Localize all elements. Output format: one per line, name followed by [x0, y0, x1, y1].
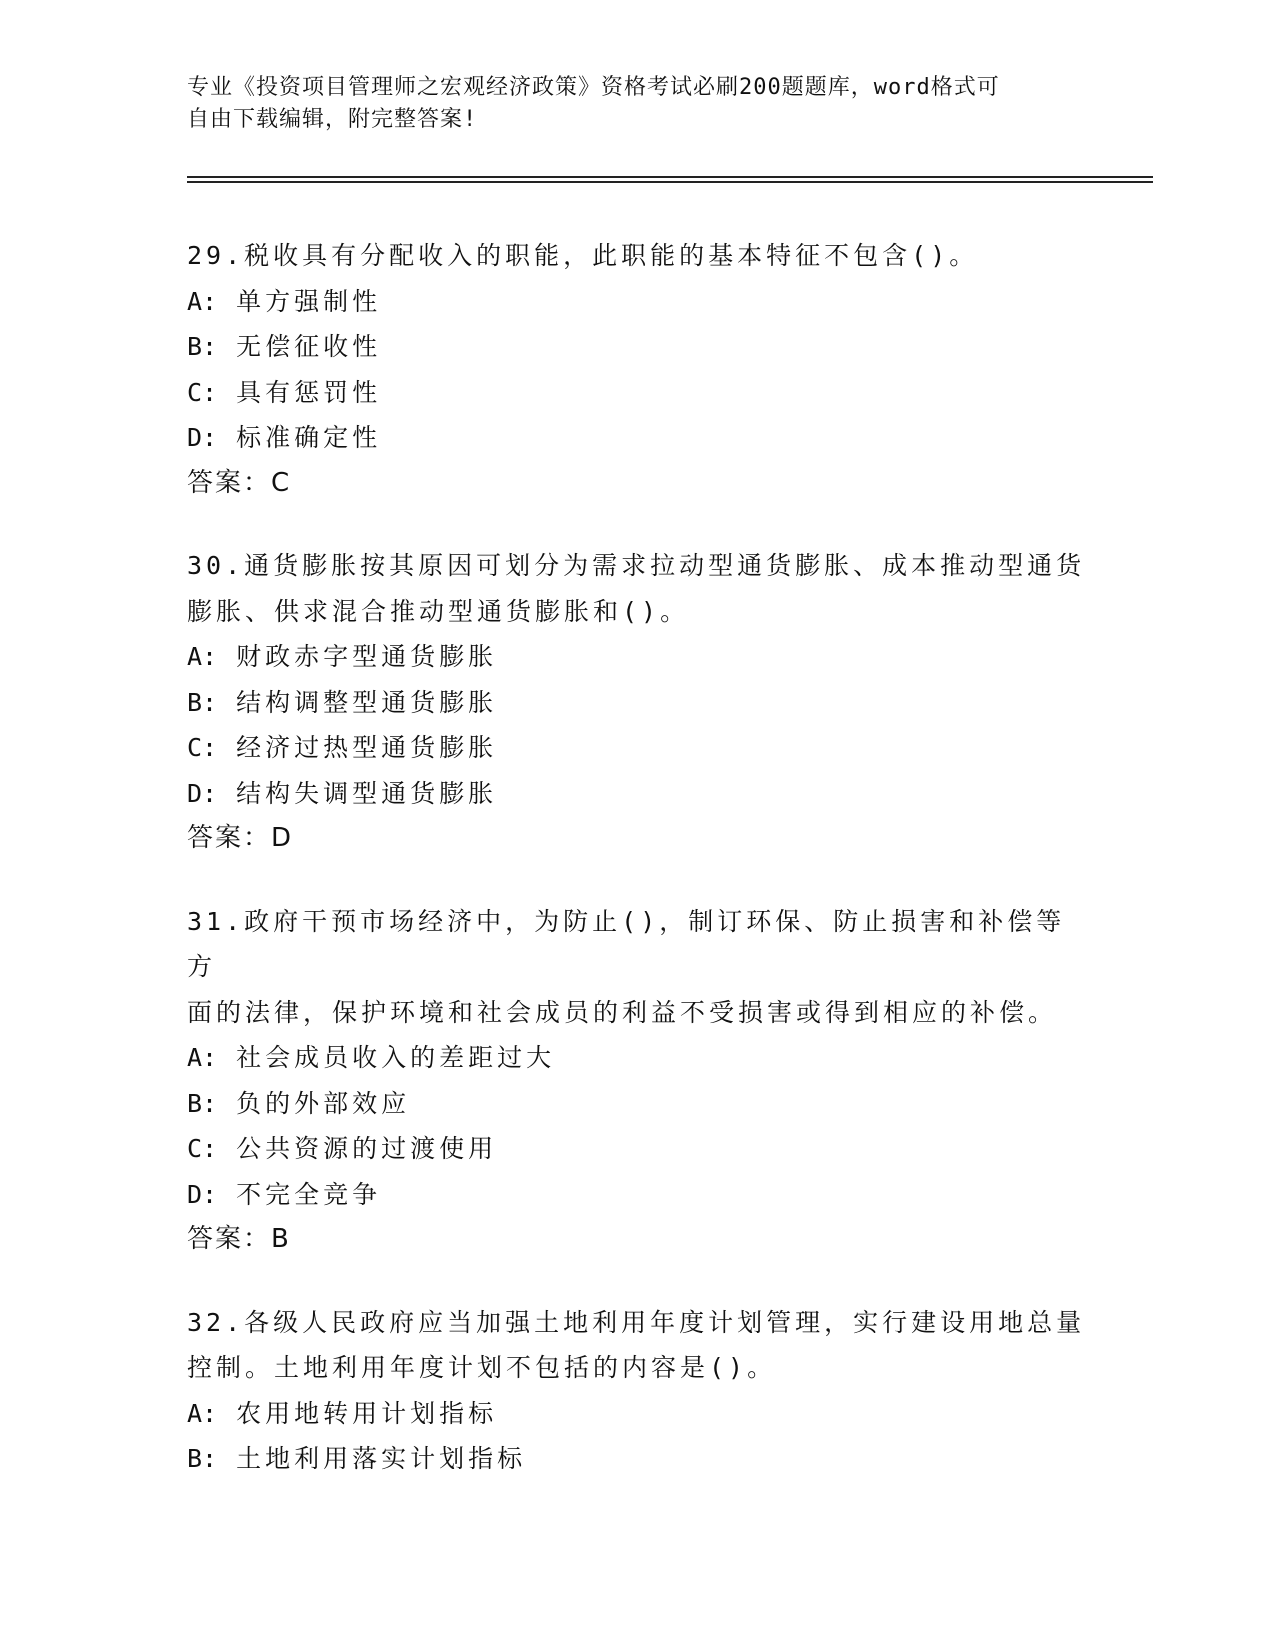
option-letter: B: — [187, 332, 218, 361]
question-stem-continued: 面的法律，保护环境和社会成员的利益不受损害或得到相应的补偿。 — [187, 997, 1058, 1027]
option-text: 财政赤字型通货膨胀 — [236, 642, 498, 671]
answer-text: 答案：B — [187, 1224, 291, 1254]
option-text: 不完全竞争 — [236, 1179, 382, 1209]
option-letter: C: — [187, 377, 218, 407]
option-text: 无偿征收性 — [236, 332, 382, 361]
question-30 — [187, 543, 1087, 862]
option-text: 具有惩罚性 — [236, 377, 382, 407]
answer-text: 答案：D — [187, 823, 294, 853]
option-letter: D: — [187, 778, 218, 808]
option-b — [187, 1081, 1087, 1127]
option-d — [187, 415, 1087, 461]
option-letter: B: — [187, 687, 218, 717]
question-stem: 30.通货膨胀按其原因可划分为需求拉动型通货膨胀、成本推动型通货 — [187, 551, 1086, 580]
option-letter: D: — [187, 1179, 218, 1209]
question-32 — [187, 1300, 1087, 1482]
question-stem: 29.税收具有分配收入的职能，此职能的基本特征不包含()。 — [187, 241, 979, 270]
option-text: 农用地转用计划指标 — [236, 1398, 498, 1428]
question-stem: 32.各级人民政府应当加强土地利用年度计划管理，实行建设用地总量 — [187, 1307, 1086, 1337]
question-stem: 31.政府干预市场经济中，为防止()，制订环保、防止损害和补偿等方 — [187, 906, 1066, 981]
question-stem-continued: 控制。土地利用年度计划不包括的内容是()。 — [187, 1353, 777, 1382]
option-text: 公共资源的过渡使用 — [236, 1134, 498, 1163]
option-text: 单方强制性 — [236, 286, 382, 316]
option-text: 结构调整型通货膨胀 — [236, 687, 498, 717]
option-d — [187, 1172, 1087, 1218]
option-text: 标准确定性 — [236, 423, 382, 452]
option-d — [187, 771, 1087, 817]
option-letter: B: — [187, 1088, 218, 1118]
option-b — [187, 680, 1087, 726]
header-line-2: 自由下载编辑，附完整答案! — [187, 107, 478, 132]
answer-text: 答案：C — [187, 467, 292, 498]
option-letter: B: — [187, 1444, 218, 1473]
option-text: 结构失调型通货膨胀 — [236, 778, 498, 808]
option-letter: C: — [187, 1134, 218, 1163]
question-29 — [187, 233, 1087, 506]
option-text: 社会成员收入的差距过大 — [236, 1043, 556, 1072]
option-a — [187, 279, 1087, 325]
option-b — [187, 1436, 1087, 1482]
header-line-1: 专业《投资项目管理师之宏观经济政策》资格考试必刷200题题库，word格式可 — [187, 75, 1000, 100]
option-text: 经济过热型通货膨胀 — [236, 733, 498, 762]
option-c — [187, 1126, 1087, 1172]
option-letter: A: — [187, 286, 218, 316]
header-divider-top — [187, 176, 1153, 178]
option-a — [187, 1035, 1087, 1081]
document-header — [187, 72, 1067, 136]
option-a — [187, 1391, 1087, 1437]
option-letter: A: — [187, 642, 218, 671]
option-letter: A: — [187, 1043, 218, 1072]
option-letter: D: — [187, 423, 218, 452]
question-stem-continued: 膨胀、供求混合推动型通货膨胀和()。 — [187, 596, 690, 626]
option-a — [187, 634, 1087, 680]
option-letter: A: — [187, 1398, 218, 1428]
header-divider-bottom — [187, 181, 1153, 183]
question-list — [187, 233, 1087, 1519]
question-31 — [187, 899, 1087, 1263]
option-letter: C: — [187, 733, 218, 762]
option-text: 土地利用落实计划指标 — [236, 1444, 527, 1473]
option-text: 负的外部效应 — [236, 1088, 411, 1118]
option-c — [187, 725, 1087, 771]
option-c — [187, 370, 1087, 416]
option-b — [187, 324, 1087, 370]
